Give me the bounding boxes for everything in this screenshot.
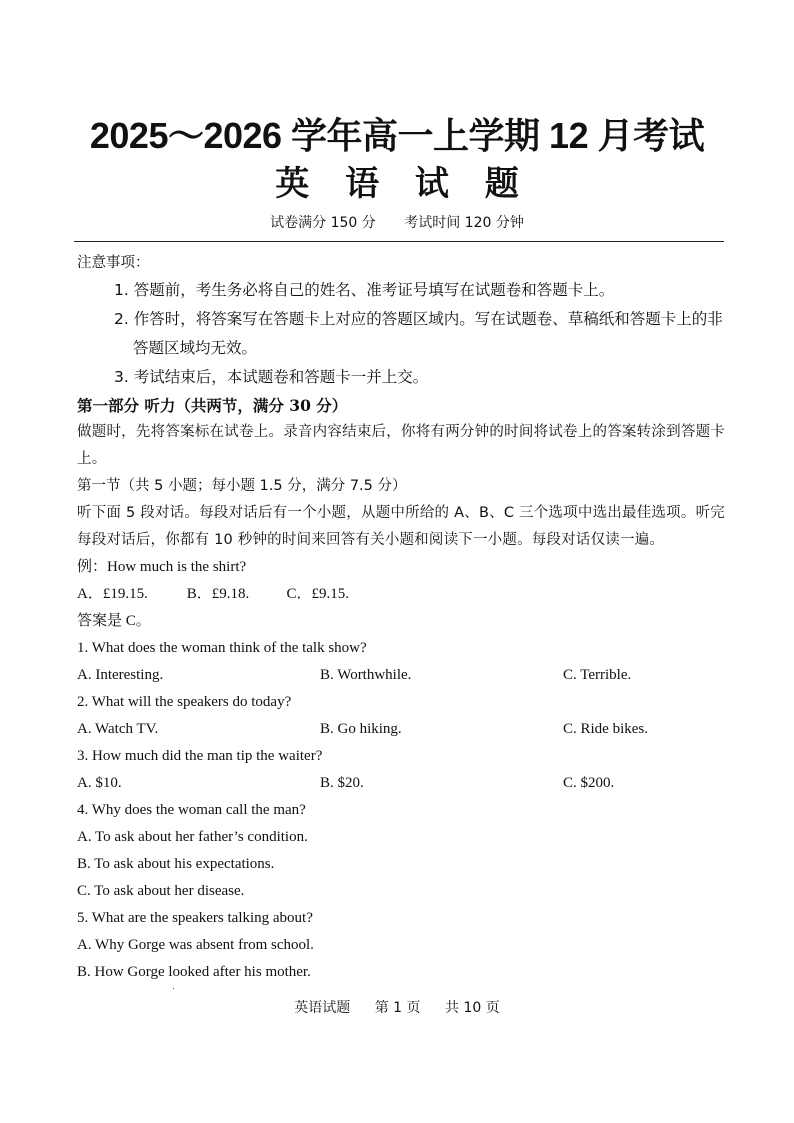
choice-c: C. Terrible.	[563, 667, 632, 683]
choice-a: A. $10.	[77, 775, 122, 791]
example-choice-c: C．£9.15.	[286, 586, 350, 602]
page-footer	[0, 998, 794, 1018]
section1-heading: 第一节（共 5 小题；每小题 1.5 分，满分 7.5 分）	[77, 478, 407, 494]
exam-time: 考试时间 120 分钟	[404, 215, 524, 231]
exam-meta	[0, 213, 794, 233]
question-1-choices	[77, 662, 725, 689]
example-choice-a: A．£19.15.	[77, 586, 148, 602]
exam-title: 2025～2026 学年高一上学期 12 月考试	[89, 115, 705, 156]
choice-b: B. How Gorge looked after his mother.	[77, 964, 311, 980]
choice-a: A. Interesting.	[77, 667, 164, 683]
note-item: 3. 考试结束后，本试题卷和答题卡一并上交。	[114, 368, 429, 386]
choice-b: B. $20.	[320, 775, 364, 791]
choice-a: A. To ask about her father’s condition.	[77, 829, 308, 845]
part1-heading: 第一部分 听力（共两节，满分 30 分）	[77, 396, 348, 415]
question-4: 4. Why does the woman call the man?	[77, 802, 306, 818]
example-choice-b: B．£9.18.	[186, 586, 250, 602]
example-answer: 答案是 C。	[77, 613, 151, 629]
choice-b: B. To ask about his expectations.	[77, 856, 275, 872]
choice-a: A. Watch TV.	[77, 721, 159, 737]
scan-dot	[173, 988, 174, 989]
question-3: 3. How much did the man tip the waiter?	[77, 748, 323, 764]
note-item: 2. 作答时，将答案写在答题卡上对应的答题区域内。写在试题卷、草稿纸和答题卡上的非答题区域均无效。	[114, 310, 723, 357]
example-question: 例：How much is the shirt?	[77, 559, 247, 575]
choice-c: C. Ride bikes.	[563, 721, 648, 737]
section1-instructions: 听下面 5 段对话。每段对话后有一个小题，从题中所给的 A、B、C 三个选项中选出最佳选项。听完每段对话后，你都有 10 秒钟的时间来回答有关小题和阅读下一小题。每段对话仅读一遍。	[77, 505, 725, 548]
exam-subject: 英 语 试 题	[275, 164, 531, 204]
question-2-choices	[77, 716, 725, 743]
choice-a: A. Why Gorge was absent from school.	[77, 937, 314, 953]
question-2: 2. What will the speakers do today?	[77, 694, 292, 710]
question-5: 5. What are the speakers talking about?	[77, 910, 313, 926]
choice-b: B. Worthwhile.	[320, 667, 412, 683]
header-divider	[74, 241, 724, 242]
question-3-choices	[77, 770, 725, 797]
choice-b: B. Go hiking.	[320, 721, 402, 737]
note-item: 1. 答题前，考生务必将自己的姓名、准考证号填写在试题卷和答题卡上。	[114, 281, 615, 299]
choice-c: C. $200.	[563, 775, 615, 791]
full-score: 试卷满分 150 分	[270, 215, 376, 231]
notes-title: 注意事项：	[77, 255, 150, 271]
question-1: 1. What does the woman think of the talk show?	[77, 640, 367, 656]
footer-total-pages: 共 10 页	[445, 1000, 500, 1016]
footer-page-number: 第 1 页	[374, 1000, 421, 1016]
footer-subject: 英语试题	[294, 1000, 351, 1016]
part1-intro: 做题时，先将答案标在试卷上。录音内容结束后，你将有两分钟的时间将试卷上的答案转涂到答题卡上。	[77, 424, 725, 467]
example-choices	[77, 581, 725, 608]
exam-content	[77, 250, 725, 986]
choice-c: C. To ask about her disease.	[77, 883, 245, 899]
